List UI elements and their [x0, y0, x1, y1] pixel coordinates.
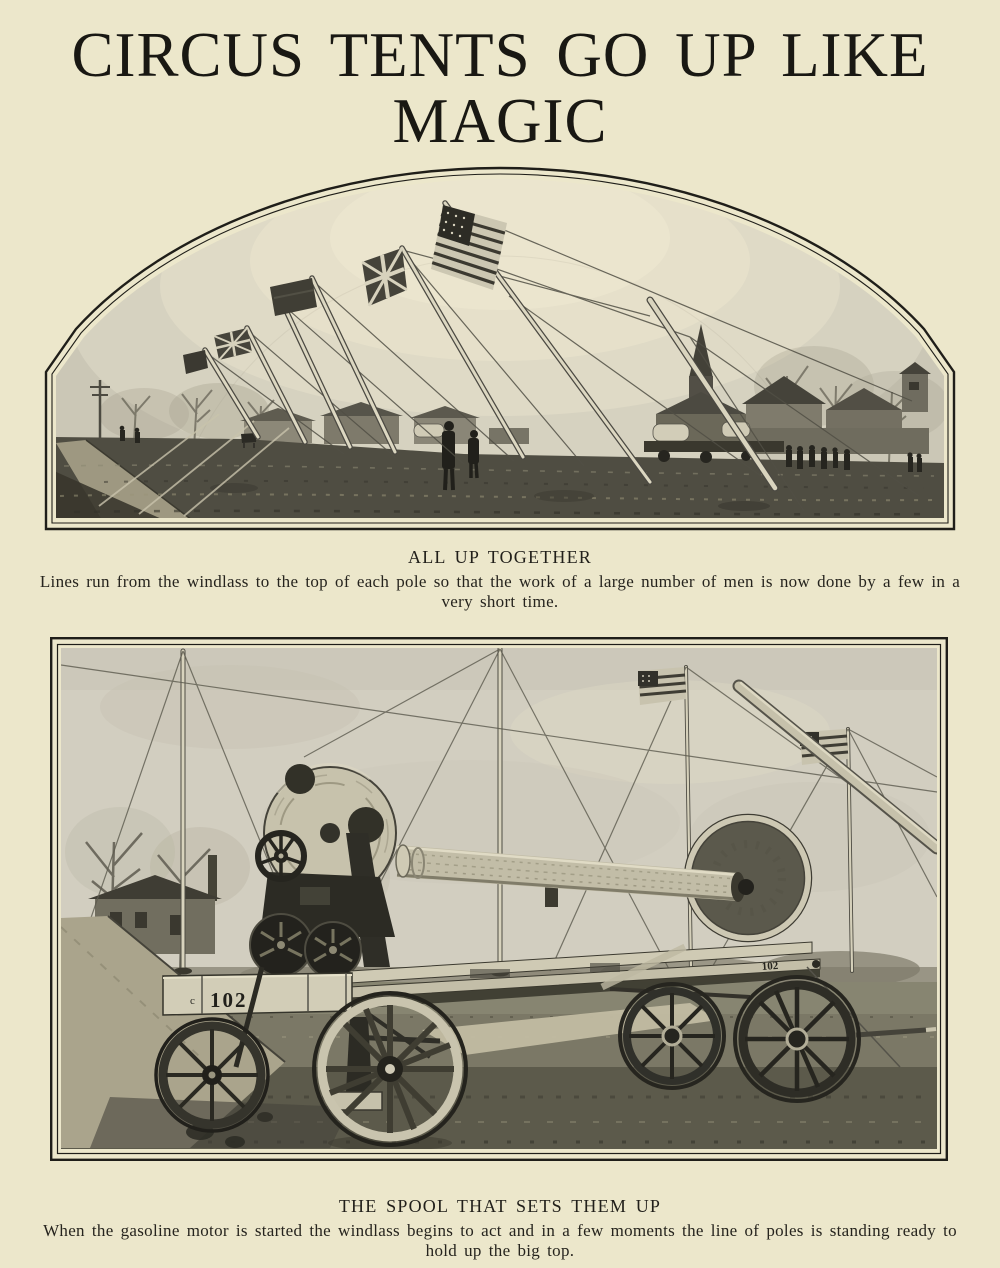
- pulley-wheel-1: [250, 914, 312, 976]
- caption-top-title: ALL UP TOGETHER: [408, 547, 592, 567]
- caption-all-up-together: [30, 547, 970, 612]
- caption-bottom-title: THE SPOOL THAT SETS THEM UP: [338, 1196, 662, 1216]
- photo2-us-flag-1: [638, 667, 686, 705]
- caption-bottom-body: When the gasoline motor is started the windlass begins to act and in a few moments the line of poles is standing ready to hold up the big top.: [43, 1221, 957, 1260]
- page-title-line2: MAGIC: [392, 86, 608, 156]
- arch-photo-tent-poles: [44, 166, 956, 532]
- page-title-line1: CIRCUS TENTS GO UP LIKE: [71, 20, 929, 90]
- wheel-rear-left: [156, 1019, 268, 1131]
- caption-spool: [30, 1196, 970, 1261]
- water-tower: [902, 374, 928, 412]
- pulley-wheel-2: [305, 922, 361, 978]
- photo-spool-wagon: [50, 637, 948, 1161]
- spool-hole-1: [285, 764, 315, 794]
- wagon-marking-prefix: c: [190, 995, 195, 1007]
- wheel-mid-right: [620, 984, 724, 1088]
- caption-top-body: Lines run from the windlass to the top of each pole so that the work of a large number of men is now done by a few in a very short time.: [39, 572, 961, 611]
- wagon-number-front: 102: [210, 988, 248, 1012]
- page-title: [0, 22, 1000, 154]
- wheel-far-right: [735, 977, 859, 1101]
- wagon-number-side: 102: [761, 959, 779, 973]
